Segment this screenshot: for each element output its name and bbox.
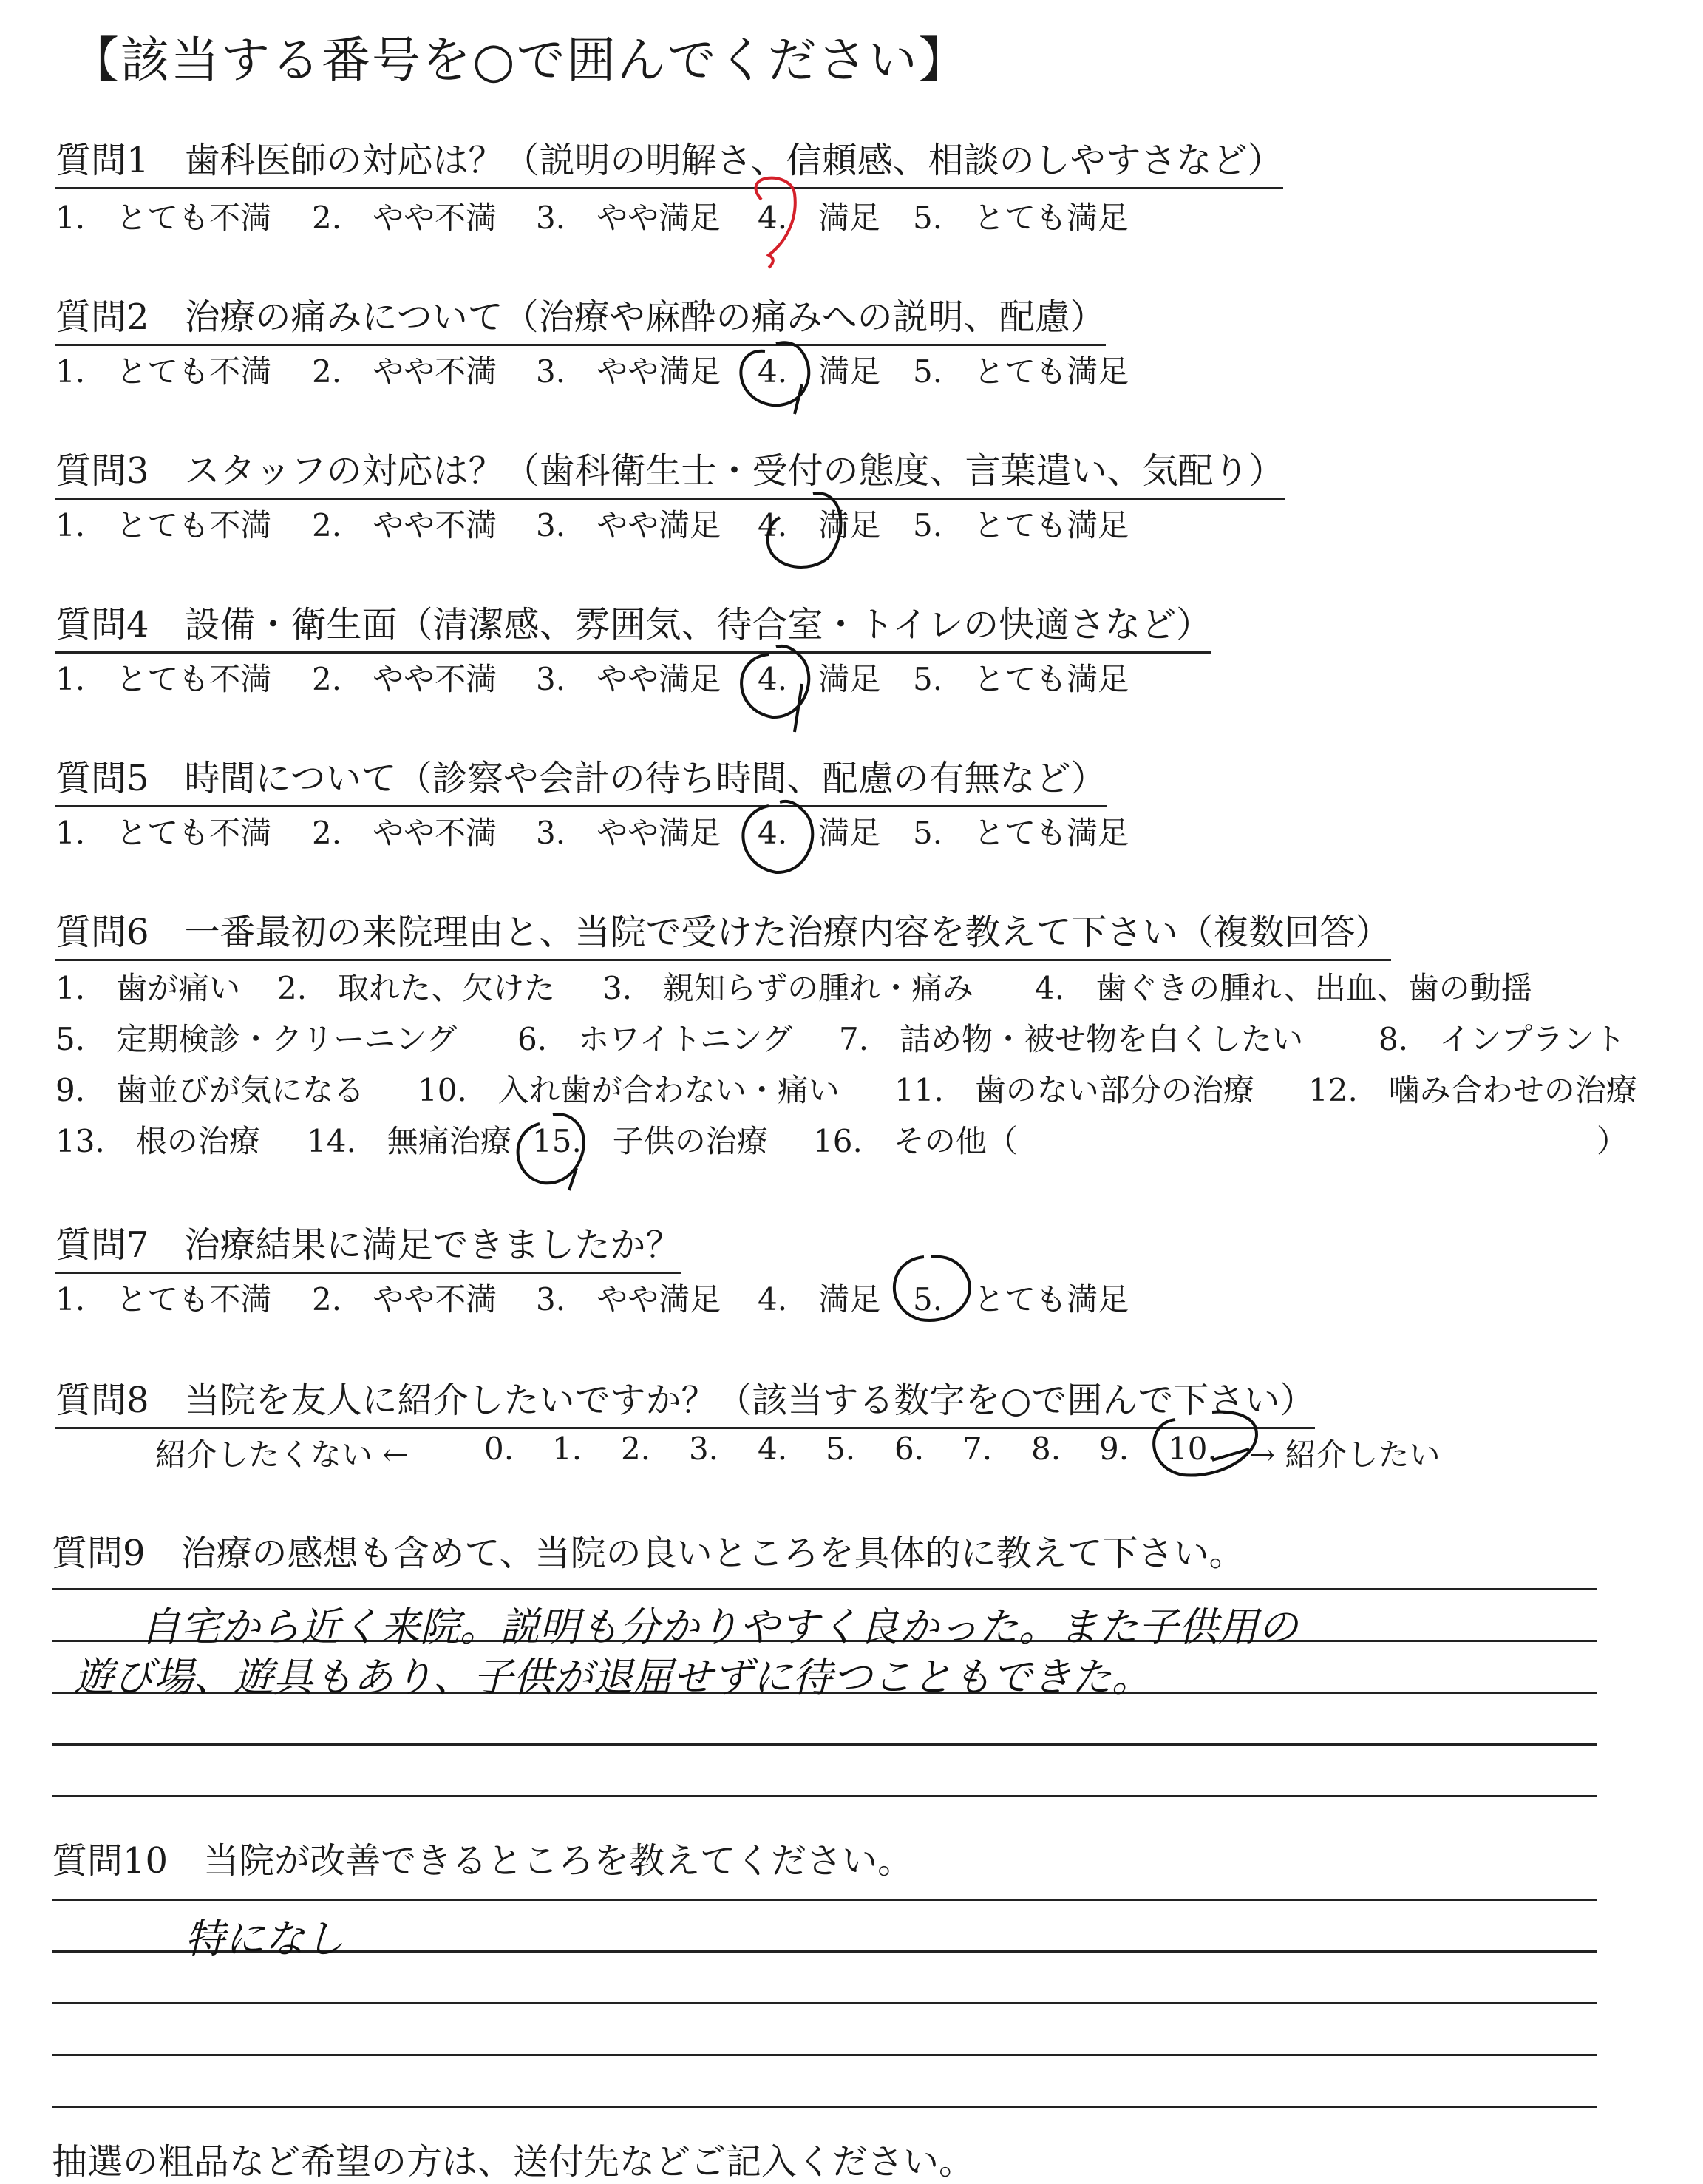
q6-option-2[interactable]: 2. 取れた、欠けた	[277, 970, 556, 1006]
q7-option-2[interactable]: 2. やや不満	[312, 1281, 497, 1317]
q2-option-4[interactable]: 4. 満足	[758, 353, 881, 390]
q5-option-5[interactable]: 5. とても満足	[913, 815, 1129, 851]
q6-option-15[interactable]: 15. 子供の治療	[532, 1123, 768, 1159]
q5-option-1[interactable]: 1. とても不満	[55, 815, 272, 851]
q2-option-1[interactable]: 1. とても不満	[55, 353, 272, 390]
q9-heading: 質問9 治療の感想も含めて、当院の良いところを具体的に教えて下さい。	[52, 1533, 1245, 1574]
q8-number-2[interactable]: 2.	[621, 1431, 651, 1467]
q4-option-5[interactable]: 5. とても満足	[913, 661, 1129, 697]
q8-heading: 質問8 当院を友人に紹介したいですか？（該当する数字を○で囲んで下さい）	[55, 1371, 1315, 1429]
q8-number-1[interactable]: 1.	[552, 1431, 582, 1467]
q6-option-11[interactable]: 11. 歯のない部分の治療	[894, 1072, 1254, 1108]
q3-heading: 質問3 スタッフの対応は？（歯科衛生士・受付の態度、言葉遣い、気配り）	[55, 442, 1285, 500]
q1-option-2[interactable]: 2. やや不満	[312, 200, 497, 236]
q5-option-2[interactable]: 2. やや不満	[312, 815, 497, 851]
q1-option-5[interactable]: 5. とても満足	[913, 200, 1129, 236]
q3-option-3[interactable]: 3. やや満足	[536, 507, 721, 543]
q6-option-8[interactable]: 8. インプラント	[1379, 1021, 1626, 1057]
q6-option-16[interactable]: 16. その他（	[813, 1123, 1018, 1159]
q10-heading: 質問10 当院が改善できるところを教えてください。	[52, 1840, 914, 1882]
q4-option-2[interactable]: 2. やや不満	[312, 661, 497, 697]
footer-note: 抽選の粗品など希望の方は、送付先などご記入ください。	[52, 2141, 975, 2183]
q7-option-5[interactable]: 5. とても満足	[913, 1281, 1129, 1317]
q8-number-6[interactable]: 6.	[894, 1431, 925, 1467]
q7-option-3[interactable]: 3. やや満足	[536, 1281, 721, 1317]
q1-heading: 質問1 歯科医師の対応は？（説明の明解さ、信頼感、相談のしやすさなど）	[55, 132, 1283, 189]
q8-left-label: 紹介したくない ←	[155, 1437, 409, 1473]
q2-option-2[interactable]: 2. やや不満	[312, 353, 497, 390]
q1-option-3[interactable]: 3. やや満足	[536, 200, 721, 236]
q8-number-5[interactable]: 5.	[826, 1431, 856, 1467]
q6-option-5[interactable]: 5. 定期検診・クリーニング	[55, 1021, 458, 1057]
q8-number-0[interactable]: 0.	[484, 1431, 514, 1467]
q6-option-14[interactable]: 14. 無痛治療	[307, 1123, 511, 1159]
q8-number-4[interactable]: 4.	[758, 1431, 788, 1467]
q8-number-3[interactable]: 3.	[689, 1431, 719, 1467]
page-title: 【該当する番号を○で囲んでください】	[70, 32, 969, 89]
q6-option-9[interactable]: 9. 歯並びが気になる	[55, 1072, 365, 1108]
q2-option-3[interactable]: 3. やや満足	[536, 353, 721, 390]
q7-option-4[interactable]: 4. 満足	[758, 1281, 881, 1317]
q6-option-4[interactable]: 4. 歯ぐきの腫れ、出血、歯の動揺	[1035, 970, 1532, 1006]
q8-right-label: → 紹介したい	[1249, 1437, 1441, 1473]
q8-number-7[interactable]: 7.	[962, 1431, 993, 1467]
q10-answer-line-1[interactable]: 特になし	[185, 1916, 344, 1962]
q9-answer-line-2[interactable]: 遊び場、遊具もあり、子供が退屈せずに待つこともできた。	[74, 1654, 1152, 1700]
q4-option-3[interactable]: 3. やや満足	[536, 661, 721, 697]
q9-line-4	[52, 1743, 1597, 1746]
q3-option-2[interactable]: 2. やや不満	[312, 507, 497, 543]
q10-line-4	[52, 2054, 1597, 2056]
q10-line-5	[52, 2106, 1597, 2108]
q6-heading: 質問6 一番最初の来院理由と、当院で受けた治療内容を教えて下さい（複数回答）	[55, 903, 1391, 961]
q10-line-3	[52, 2002, 1597, 2004]
q7-heading: 質問7 治療結果に満足できましたか？	[55, 1216, 681, 1274]
q3-option-4[interactable]: 4. 満足	[758, 507, 881, 543]
q8-number-9[interactable]: 9.	[1099, 1431, 1129, 1467]
q4-option-1[interactable]: 1. とても不満	[55, 661, 272, 697]
q1-option-1[interactable]: 1. とても不満	[55, 200, 272, 236]
q6-option-3[interactable]: 3. 親知らずの腫れ・痛み	[602, 970, 974, 1006]
q3-option-5[interactable]: 5. とても満足	[913, 507, 1129, 543]
q6-option-10[interactable]: 10. 入れ歯が合わない・痛い	[418, 1072, 840, 1108]
q6-other-close: ）	[1597, 1123, 1628, 1159]
q8-number-10[interactable]: 10.	[1168, 1431, 1217, 1467]
q6-option-6[interactable]: 6. ホワイトニング	[517, 1021, 793, 1057]
q6-option-12[interactable]: 12. 噛み合わせの治療	[1308, 1072, 1637, 1108]
q3-option-1[interactable]: 1. とても不満	[55, 507, 272, 543]
q9-answer-line-1[interactable]: 自宅から近く来院。説明も分かりやすく良かった。また子供用の	[140, 1604, 1298, 1650]
q5-heading: 質問5 時間について（診察や会計の待ち時間、配慮の有無など）	[55, 750, 1107, 807]
q4-heading: 質問4 設備・衛生面（清潔感、雰囲気、待合室・トイレの快適さなど）	[55, 596, 1211, 654]
q2-heading: 質問2 治療の痛みについて（治療や麻酔の痛みへの説明、配慮）	[55, 288, 1106, 346]
q2-option-5[interactable]: 5. とても満足	[913, 353, 1129, 390]
q4-option-4[interactable]: 4. 満足	[758, 661, 881, 697]
q7-option-1[interactable]: 1. とても不満	[55, 1281, 272, 1317]
q5-option-4[interactable]: 4. 満足	[758, 815, 881, 851]
q1-option-4[interactable]: 4. 満足	[758, 200, 881, 236]
q10-line-1	[52, 1899, 1597, 1901]
q9-line-1	[52, 1588, 1597, 1590]
q5-option-3[interactable]: 3. やや満足	[536, 815, 721, 851]
q6-option-1[interactable]: 1. 歯が痛い	[55, 970, 241, 1006]
q9-line-5	[52, 1795, 1597, 1797]
q6-option-13[interactable]: 13. 根の治療	[55, 1123, 260, 1159]
q8-number-8[interactable]: 8.	[1031, 1431, 1061, 1467]
q6-option-7[interactable]: 7. 詰め物・被せ物を白くしたい	[839, 1021, 1304, 1057]
